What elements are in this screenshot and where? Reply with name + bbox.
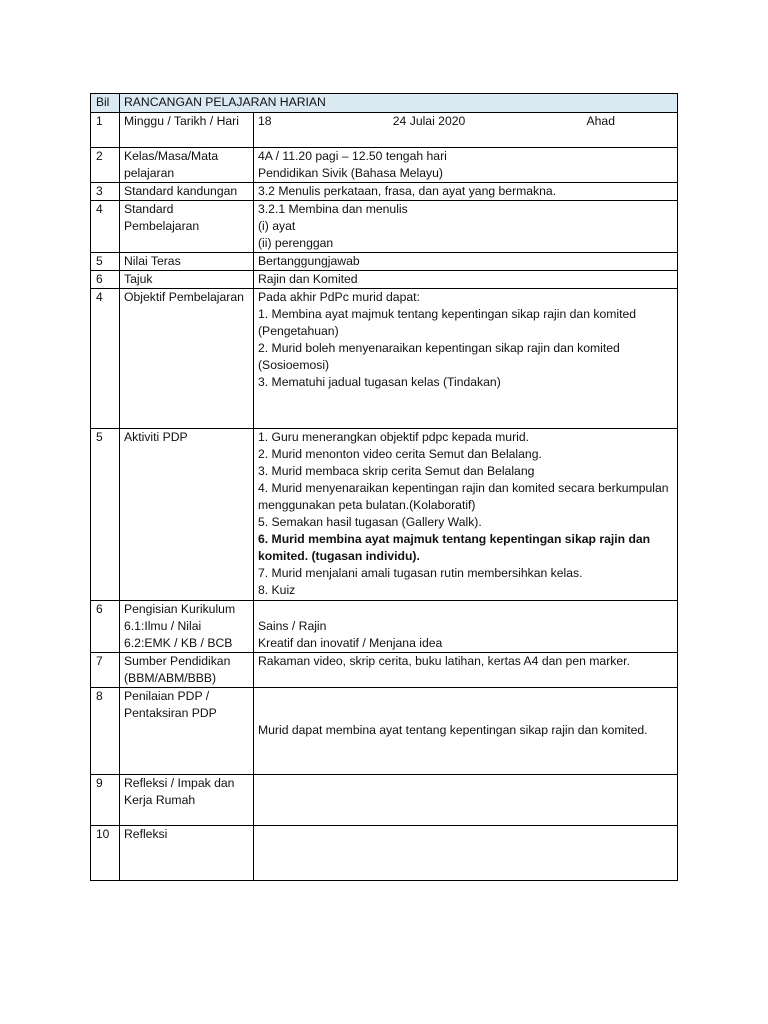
row-content: Murid dapat membina ayat tentang kepentingan sikap rajin dan komited. [254,688,678,775]
row-label: Penilaian PDP / Pentaksiran PDP [120,688,254,775]
day-value: Ahad [586,114,615,128]
row-number: 3 [91,183,120,201]
row-content [254,429,678,601]
row-content [254,826,678,881]
row-label: Refleksi / Impak dan Kerja Rumah [120,775,254,826]
row-content [254,775,678,826]
activity-item: 3. Murid membaca skrip cerita Semut dan Belalang [258,464,535,478]
activity-item: 2. Murid menonton video cerita Semut dan Belalang. [258,447,542,461]
activity-item: 4. Murid menyenaraikan kepentingan rajin dan komited secara berkumpulan menggunakan peta bulatan.(Kolaboratif) [258,481,669,512]
row-sumber [91,653,678,688]
row-number: 4 [91,289,120,429]
lesson-plan-table [90,93,678,881]
row-objektif [91,289,678,429]
row-label: Standard Pembelajaran [120,201,254,253]
row-label: Objektif Pembelajaran [120,289,254,429]
activity-item: 8. Kuiz [258,583,296,597]
activity-item: 5. Semakan hasil tugasan (Gallery Walk). [258,515,482,529]
row-label: Aktiviti PDP [120,429,254,601]
row-tajuk [91,271,678,289]
row-number: 6 [91,271,120,289]
row-label: Kelas/Masa/Mata pelajaran [120,148,254,183]
row-number: 2 [91,148,120,183]
row-kelas [91,148,678,183]
row-label: Refleksi [120,826,254,881]
activity-item: 6. Murid membina ayat majmuk tentang kepentingan sikap rajin dan komited. (tugasan individu). [258,532,651,563]
row-label: Tajuk [120,271,254,289]
row-pengisian [91,601,678,653]
row-number: 7 [91,653,120,688]
row-number: 1 [91,113,120,148]
row-label: Nilai Teras [120,253,254,271]
row-label: Pengisian Kurikulum 6.1:Ilmu / Nilai 6.2:EMK / KB / BCB [120,601,254,653]
activity-item: 1. Guru menerangkan objektif pdpc kepada murid. [258,430,529,444]
row-label: Minggu / Tarikh / Hari [120,113,254,148]
row-number: 4 [91,201,120,253]
week-value: 18 [258,114,272,128]
row-refleksi-impak [91,775,678,826]
header-title: RANCANGAN PELAJARAN HARIAN [120,94,678,113]
row-content: Pada akhir PdPc murid dapat: 1. Membina ayat majmuk tentang kepentingan sikap rajin dan komited (Pengetahuan) 2. Murid boleh menyenaraikan kepentingan sikap rajin dan komited (Sosioemosi) 3. Mematuhi jadual tugasan kelas (Tindakan) [254,289,678,429]
row-standard-pembelajaran [91,201,678,253]
row-content: Rakaman video, skrip cerita, buku latihan, kertas A4 dan pen marker. [254,653,678,688]
row-number: 8 [91,688,120,775]
date-value: 24 Julai 2020 [392,114,466,128]
row-content: Bertanggungjawab [254,253,678,271]
class-time-line: 4A / 11.20 pagi – 12.50 tengah hari [258,149,447,163]
row-content: Sains / Rajin Kreatif dan inovatif / Menjana idea [254,601,678,653]
subject-line: Pendidikan Sivik (Bahasa Melayu) [258,166,443,180]
row-content [254,148,678,183]
row-penilaian [91,688,678,775]
row-number: 5 [91,429,120,601]
row-content: 3.2 Menulis perkataan, frasa, dan ayat yang bermakna. [254,183,678,201]
row-number: 5 [91,253,120,271]
row-refleksi [91,826,678,881]
header-bil: Bil [91,94,120,113]
row-number: 10 [91,826,120,881]
row-aktiviti [91,429,678,601]
activity-item: 7. Murid menjalani amali tugasan rutin membersihkan kelas. [258,566,583,580]
row-label: Sumber Pendidikan (BBM/ABM/BBB) [120,653,254,688]
row-number: 9 [91,775,120,826]
row-content: 3.2.1 Membina dan menulis (i) ayat (ii) perenggan [254,201,678,253]
row-content [254,113,678,148]
row-minggu [91,113,678,148]
row-nilai [91,253,678,271]
row-number: 6 [91,601,120,653]
table-header-row [91,94,678,113]
row-content: Rajin dan Komited [254,271,678,289]
row-label: Standard kandungan [120,183,254,201]
row-standard-kandungan [91,183,678,201]
